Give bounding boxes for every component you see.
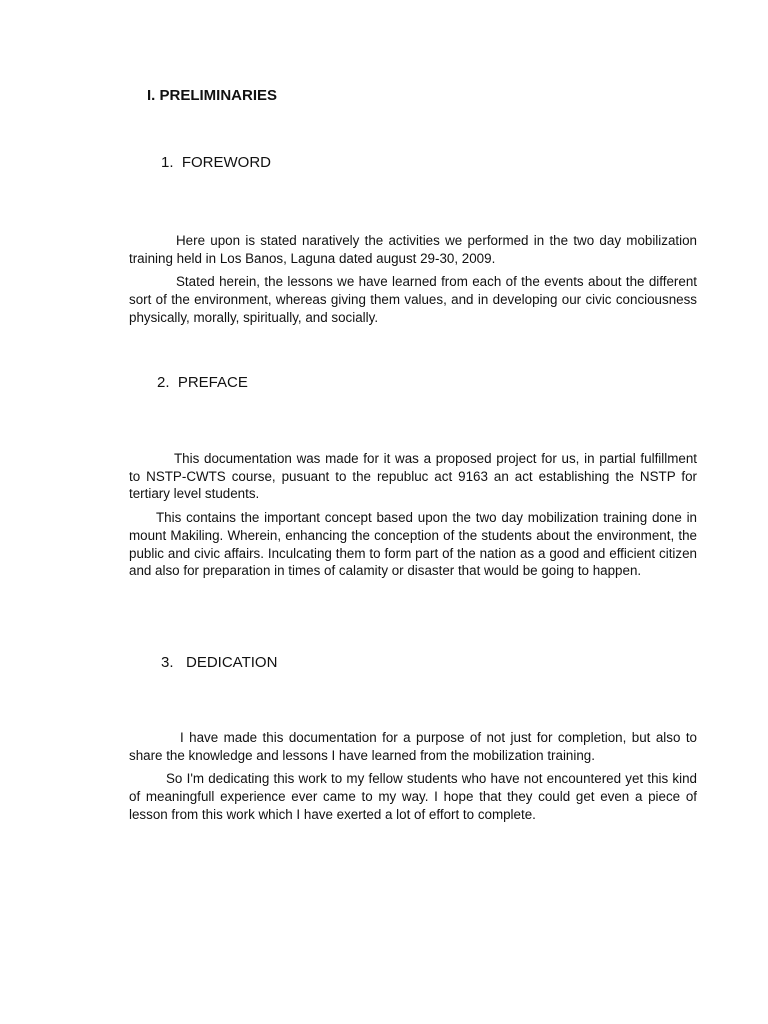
dedication-paragraph-1: I have made this documentation for a purpose of not just for completion, but also to share the knowledge and lessons I have learned from the mobilization training. [129,730,697,763]
dedication-paragraph-2: So I'm dedicating this work to my fellow students who have not encountered yet this kind of meaningfull experience ever came to my way. I hope that they could get even a piece of lesson from this work which I have exerted a lot of effort to complete. [129,771,697,822]
dedication-body [129,729,697,824]
foreword-heading: 1. FOREWORD [161,154,272,171]
preface-paragraph-1: This documentation was made for it was a proposed project for us, in partial fulfillment to NSTP-CWTS course, pusuant to the republuc act 9163 an act establishing the NSTP for tertiary level students. [129,451,697,502]
page-title: I. PRELIMINARIES [147,87,278,104]
foreword-paragraph-2: Stated herein, the lessons we have learned from each of the events about the different sort of the environment, whereas giving them values, and in developing our civic conciousness physically, morally, spiritually, and socially. [129,274,697,325]
foreword-body [129,232,697,327]
preface-paragraph-2: This contains the important concept based upon the two day mobilization training done in mount Makiling. Wherein, enhancing the conception of the students about the environment, the public and civic affairs. Inculcating them to form part of the nation as a good and efficient citizen and also for preparation in times of calamity or disaster that would be going to happen. [129,510,697,579]
preface-body [129,450,697,580]
foreword-paragraph-1: Here upon is stated naratively the activities we performed in the two day mobilization training held in Los Banos, Laguna dated august 29-30, 2009. [129,233,697,266]
preface-heading: 2. PREFACE [157,374,248,391]
dedication-heading: 3. DEDICATION [161,654,278,671]
